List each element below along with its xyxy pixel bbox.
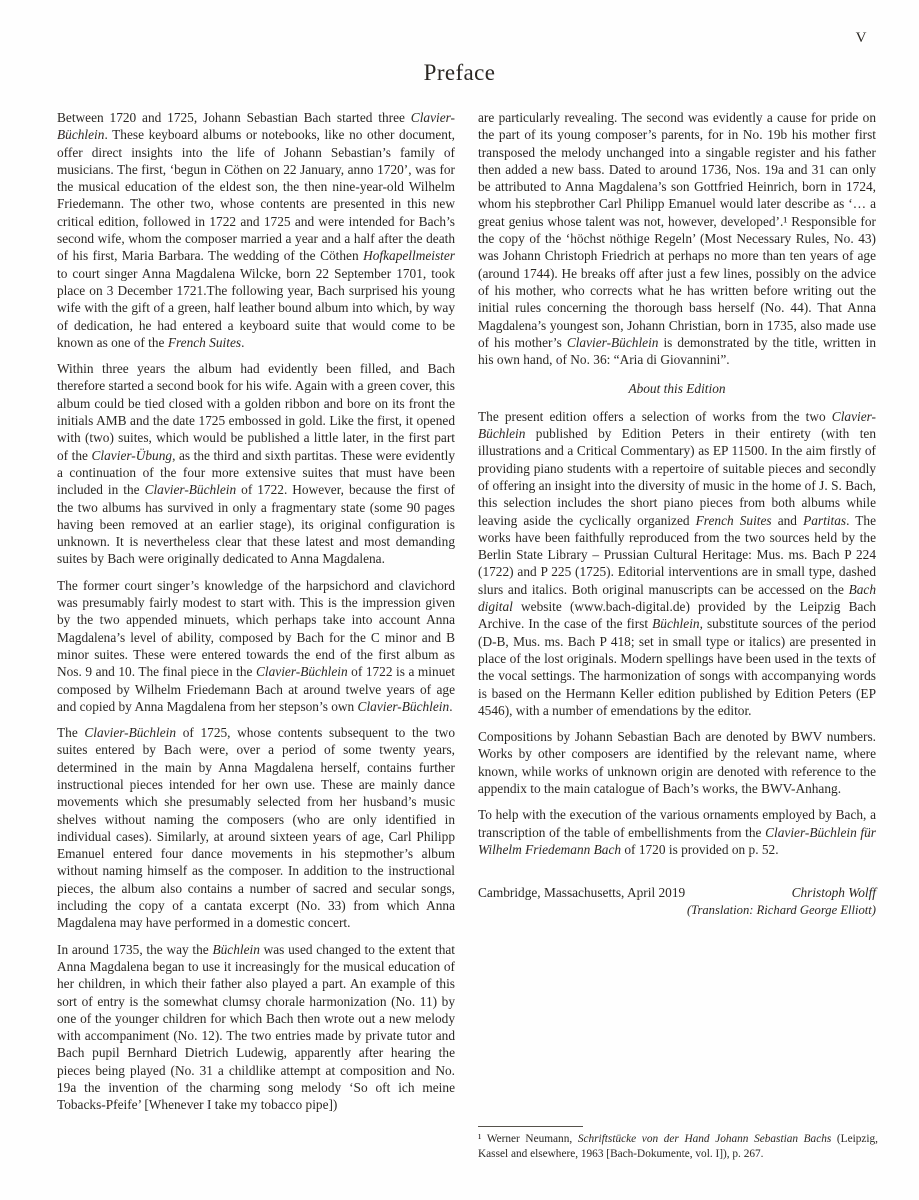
two-column-layout: [0, 109, 919, 1123]
signature-place-date: Cambridge, Massachusetts, April 2019: [478, 885, 686, 901]
paragraph-1725-contents: The Clavier-Büchlein of 1725, whose contents subsequent to the two suites entered by Bach were, over a period of some twenty years, determined in the main by Anna Magdalena herself, contains further instructional pieces intended for her own use. These are mainly dance movements which she presumably selected from her husband’s music shelves without naming the composers (who are only identified in individual cases). Similarly, at around sixteen years of age, Carl Philipp Emanuel entered four dance movements in his stepmother’s album without naming himself as the composer. In addition to the instructional pieces, the album also contains a number of sacred and secular songs, including the copy of a cantata excerpt (No. 33) from which Anna Magdalena may have performed in a domestic concert.: [57, 725, 455, 931]
paragraph-court-singer: The former court singer’s knowledge of the harpsichord and clavichord was presumably fairly modest to start with. This is the impression given by the two appended minuets, which perhaps take into account Anna Magdalena’s level of ability, composed by Bach for the C minor and B minor suites. These were entered towards the end of the first album as Nos. 9 and 10. The final piece in the Clavier-Büchlein of 1722 is a minuet composed by Wilhelm Friedemann Bach at around twelve years of age and copied by Anna Magdalena from her stepson’s own Clavier-Büchlein.: [57, 577, 455, 714]
signature-row: [478, 884, 876, 901]
signature-translator: (Translation: Richard George Elliott): [686, 903, 876, 918]
paragraph-edition-description: The present edition offers a selection of works from the two Clavier-Büchlein published by Edition Peters in their entirety (with ten illustrations and a Critical Commentary) as EP 11500. In the aim firstly of providing piano students with a repertoire of suitable pieces and secondly of offering an insight into the diversity of music in the home of J. S. Bach, this selection includes the short piano pieces from both albums while leaving aside the cyclically organized French Suites and Partitas. The works have been faithfully reproduced from the two sources held by the Berlin State Library – Prussian Cultural Heritage: Mus. ms. Bach P 224 (1722) and P 225 (1725). Editorial interventions are in small type, dashed slurs and italics. Both original manuscripts can be accessed on the Bach digital website (www.bach-digital.de) provided by the Leipzig Bach Archive. In the case of the first Büchlein, substitute sources of the period (D-B, Mus. ms. Bach P 418; set in small type or italics) are presented in place of the lost originals. Modern spellings have been used in the texts of the vocal settings. The harmonization of songs with accompanying words is based on the Hermann Keller edition published by Edition Peters (EP 4546), with a number of emendations by the editor.: [478, 408, 876, 718]
paragraph-intro: Between 1720 and 1725, Johann Sebastian Bach started three Clavier-Büchlein. These keyboard albums or notebooks, like no other document, offer direct insights into the life of Johann Sebastian’s family of musicians. The first, ‘begun in Cöthen on 22 January, anno 1720’, was for the musical education of the eldest son, the then nine-year-old Wilhelm Friedemann. The other two, whose contents are presented in this new critical edition, followed in 1722 and 1725 and were intended for Bach’s second wife, whom the composer married a year and a half after the death of his first, Maria Barbara. The wedding of the Cöthen Hofkapellmeister to court singer Anna Magdalena Wilcke, born 22 September 1701, took place on 3 December 1721.The following year, Bach surprised his young wife with the gift of a green, half leather bound album into which, by way of dedication, he had entered a keyboard suite that would come to be known as one of the French Suites.: [57, 110, 455, 350]
footnote: [478, 1126, 878, 1162]
section-heading-about-this-edition: About this Edition: [628, 381, 726, 397]
left-column: [57, 109, 455, 1123]
page-title: Preface: [423, 60, 496, 85]
paragraph-1735-usage: In around 1735, the way the Büchlein was used changed to the extent that Anna Magdalena began to use it increasingly for the musical education of her children, in which their father also played a part. An example of this sort of entry is the somewhat clumsy chorale harmonization (No. 11) by one of the younger children for which Bach then wrote out a new melody with accompaniment (No. 12). The two entries made by private tutor and Bach pupil Bernhard Dietrich Ludewig, apparently after hearing the pieces being played (No. 31 a childlike attempt at composition and No. 19a the invention of the charming song melody ‘So oft ich meine Tobacks-Pfeife’ [Whenever I take my tobacco pipe]): [57, 941, 456, 1113]
paragraph-bwv-numbers: Compositions by Johann Sebastian Bach are denoted by BWV numbers. Works by other composers are identified by the relevant name, where known, while works of unknown origin are denoted with reference to the appendix to the main catalogue of Bach’s works, the BWV-Anhang.: [478, 729, 876, 796]
footnote-rule: [478, 1126, 583, 1127]
paragraph-second-album: Within three years the album had evidently been filled, and Bach therefore started a second book for his wife. Again with a green cover, this album could be tied closed with a golden ribbon and bore on its front the initials AMB and the date 1725 embossed in gold. Like the first, it opened with (two) suites, which would be published a little later, in the first part of the Clavier-Übung, as the third and sixth partitas. These were evidently a continuation of the four more extensive suites that must have been included in the Clavier-Büchlein of 1722. However, because the first of the two albums has survived in only a fragmentary state (some 90 pages having been removed at an earlier stage), its original configuration is unknown. It is nevertheless clear that these latest and most demanding suites by Bach were originally dedicated to Anna Magdalena.: [57, 361, 456, 567]
right-column: [478, 109, 876, 1123]
signature-author: Christoph Wolff: [791, 885, 876, 901]
paragraph-ornaments-table: To help with the execution of the various ornaments employed by Bach, a transcription of the table of embellishments from the Clavier-Büchlein für Wilhelm Friedemann Bach of 1720 is provided on p. 52.: [478, 807, 876, 857]
paragraph-children-entries: are particularly revealing. The second was evidently a cause for pride on the part of its young composer’s parents, for in No. 19b his mother first transposed the melody unchanged into a singable register and his father then added a new bass. Dated to around 1736, Nos. 19a and 31 can only be attributed to Anna Magdalena’s son Gottfried Heinrich, born in 1724, whom his stepbrother Carl Philipp Emanuel would later describe as ‘… a great genius whose talent was not, however, developed’.¹ Responsible for the copy of the ‘höchst nöthige Regeln’ (Most Necessary Rules, No. 43) was Johann Christoph Friedrich at perhaps no more than ten years of age (around 1744). He breaks off after just a few lines, possibly on the advice of his mother, who corrects what he has written before writing out the initial rules concerning the thorough bass herself (No. 44). That Anna Magdalena’s youngest son, Johann Christian, born in 1735, also made use of his mother’s Clavier-Büchlein is demonstrated by the title, written in his own hand, of No. 36: “Aria di Giovannini”.: [478, 110, 877, 368]
page-number: V: [855, 30, 867, 46]
footnote-text: ¹ Werner Neumann, Schriftstücke von der Hand Johann Sebastian Bachs (Leipzig, Kassel and elsewhere, 1963 [Bach-Dokumente, vol. I]), p. 267.: [478, 1133, 879, 1160]
